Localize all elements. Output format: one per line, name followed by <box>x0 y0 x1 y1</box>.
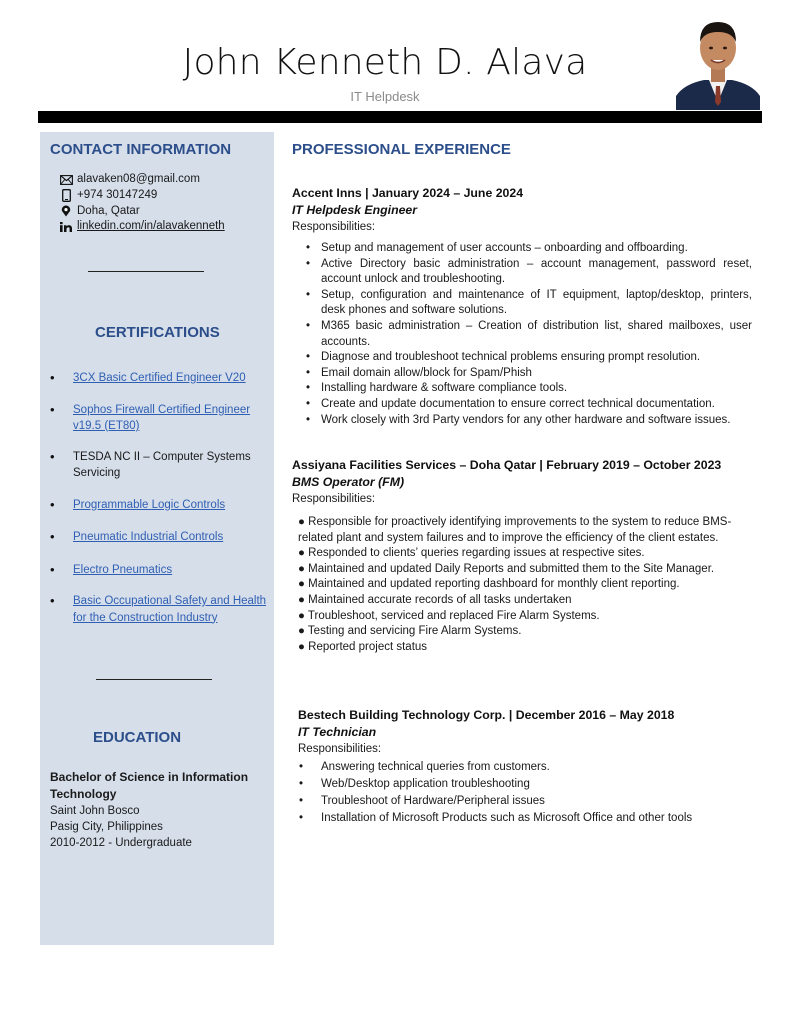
list-item: • M365 basic administration – Creation of distribution list, shared mailboxes, user accounts. <box>292 319 752 350</box>
list-item: • Diagnose and troubleshoot technical problems ensuring prompt resolution. <box>292 350 752 366</box>
job-accent-inns <box>292 185 762 428</box>
sidebar-divider-1 <box>88 271 204 272</box>
education-block <box>50 769 270 851</box>
job-title: Accent Inns | January 2024 – June 2024 <box>292 186 524 200</box>
certifications-list <box>50 370 270 626</box>
job-role: BMS Operator (FM) <box>292 475 405 489</box>
resume-role: IT Helpdesk <box>350 89 420 104</box>
list-item: • Active Directory basic administration – account management, password reset, account unlock and troubleshooting. <box>292 257 752 288</box>
list-item: • Create and update documentation to ensure correct technical documentation. <box>292 397 752 413</box>
education-heading: EDUCATION <box>93 729 182 746</box>
contact-email-row <box>58 172 225 188</box>
education-years: 2010-2012 - Undergraduate <box>50 837 192 849</box>
job-bullets <box>292 241 752 428</box>
job-bullets <box>298 515 738 655</box>
education-school: Saint John Bosco <box>50 805 140 817</box>
cert-link-sophos[interactable]: Sophos Firewall Certified Engineer v19.5 (ET80) <box>73 403 251 432</box>
list-item: ● Maintained and updated reporting dashboard for monthly client reporting. <box>298 578 680 591</box>
contact-location-row <box>58 204 225 220</box>
list-item: • Setup and management of user accounts – onboarding and offboarding. <box>292 241 752 257</box>
cert-link-electro[interactable]: Electro Pneumatics <box>73 563 173 576</box>
profile-photo <box>676 10 760 110</box>
cert-item <box>50 402 270 435</box>
mobile-phone-icon <box>58 189 74 203</box>
cert-item <box>50 449 270 482</box>
job-responsibilities-label: Responsibilities: <box>292 493 376 505</box>
cert-item <box>50 562 270 579</box>
linkedin-icon <box>58 220 74 234</box>
list-item: • Installation of Microsoft Products such as Microsoft Office and other tools <box>298 810 758 827</box>
education-location: Pasig City, Philippines <box>50 821 163 833</box>
list-item: ● Maintained and updated Daily Reports and submitted them to the Site Manager. <box>298 562 715 575</box>
cert-link-pneumatic[interactable]: Pneumatic Industrial Controls <box>73 531 224 543</box>
list-item: ● Testing and servicing Fire Alarm Systems. <box>298 625 522 638</box>
cert-item <box>50 529 270 546</box>
experience-heading: PROFESSIONAL EXPERIENCE <box>292 141 511 158</box>
cert-item <box>50 370 270 387</box>
certifications-heading: CERTIFICATIONS <box>95 324 220 341</box>
contact-phone[interactable]: +974 30147249 <box>77 188 158 201</box>
list-item: ● Maintained accurate records of all tasks undertaken <box>298 593 572 606</box>
cert-link-safety[interactable]: Basic Occupational Safety and Health for the Construction Industry <box>73 595 267 624</box>
list-item: ● Reported project status <box>298 640 428 653</box>
contact-phone-row <box>58 188 225 204</box>
education-degree: Bachelor of Science in Information Technology <box>50 770 249 801</box>
list-item: • Troubleshoot of Hardware/Peripheral issues <box>298 793 758 810</box>
job-responsibilities-label: Responsibilities: <box>298 743 382 755</box>
list-item: • Work closely with 3rd Party vendors for any other hardware and software issues. <box>292 413 752 429</box>
contact-location: Doha, Qatar <box>77 204 140 217</box>
cert-link-3cx[interactable]: 3CX Basic Certified Engineer V20 <box>73 372 246 384</box>
envelope-icon <box>58 173 74 187</box>
list-item: ● Troubleshoot, serviced and replaced Fire Alarm Systems. <box>298 609 600 622</box>
resume-name: John Kenneth D. Alava <box>182 42 588 83</box>
contact-linkedin-row <box>58 219 225 235</box>
job-bullets <box>298 759 758 827</box>
job-assiyana <box>292 457 762 655</box>
list-item: ● Responsible for proactively identifying improvements to the system to reduce BMS-related plant and system failures and to improve the efficiency of the client estates. <box>298 516 732 544</box>
list-item: • Setup, configuration and maintenance of IT equipment, laptop/desktop, printers, desk phones and software solutions. <box>292 288 752 319</box>
job-role: IT Helpdesk Engineer <box>292 203 418 217</box>
job-title: Bestech Building Technology Corp. | December 2016 – May 2018 <box>298 708 675 722</box>
contact-list <box>58 172 225 235</box>
sidebar-divider-2 <box>96 679 212 680</box>
job-role: IT Technician <box>298 725 377 739</box>
cert-text-tesda: TESDA NC II – Computer Systems Servicing <box>73 450 251 479</box>
cert-link-plc[interactable]: Programmable Logic Controls <box>73 498 226 511</box>
list-item: • Answering technical queries from customers. <box>298 759 758 776</box>
list-item: ● Responded to clients’ queries regarding issues at respective sites. <box>298 547 645 560</box>
list-item: • Installing hardware & software compliance tools. <box>292 381 752 397</box>
contact-email[interactable]: alavaken08@gmail.com <box>77 173 200 185</box>
cert-item <box>50 593 270 626</box>
list-item: • Web/Desktop application troubleshooting <box>298 776 758 793</box>
cert-item <box>50 497 270 514</box>
contact-linkedin-link[interactable]: linkedin.com/in/alavakenneth <box>77 220 225 233</box>
list-item: • Email domain allow/block for Spam/Phish <box>292 366 752 382</box>
contact-heading: CONTACT INFORMATION <box>50 141 232 158</box>
job-responsibilities-label: Responsibilities: <box>292 221 376 233</box>
location-pin-icon <box>58 204 74 218</box>
job-title: Assiyana Facilities Services – Doha Qatar | February 2019 – October 2023 <box>292 458 722 472</box>
job-bestech <box>298 707 768 827</box>
header-rule <box>38 111 762 123</box>
